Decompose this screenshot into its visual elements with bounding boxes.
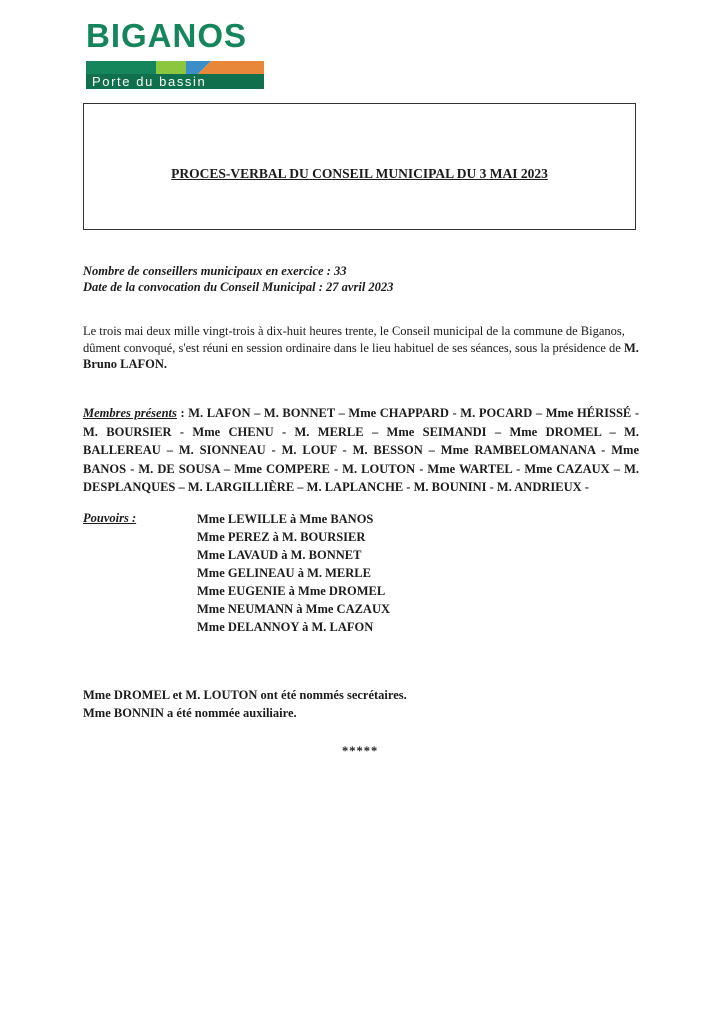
biganos-logo [86, 18, 264, 88]
intro-paragraph [83, 323, 643, 373]
meta-info [83, 263, 393, 295]
pouvoir-item: Mme NEUMANN à Mme CAZAUX [197, 602, 391, 616]
members-label: Membres présents [83, 406, 177, 420]
logo-tagline: Porte du bassin [86, 74, 264, 89]
pouvoirs-label: Pouvoirs : [83, 511, 137, 525]
members-list: : M. LAFON – M. BONNET – Mme CHAPPARD - M. POCARD – Mme HÉRISSÉ - M. BOURSIER - Mme CHENU - M. MERLE – Mme SEIMANDI – Mme DROMEL – M. BALLEREAU – M. SIONNEAU - M. LOUF - M. BESSON – Mme RAMBELOMANANA - Mme BANOS - M. DE SOUSA – Mme COMPERE - M. LOUTON - Mme WARTEL - Mme CAZAUX – M. DESPLANQUES – M. LARGILLIÈRE – M. LAPLANCHE - M. BOUNINI - M. ANDRIEUX - [83, 406, 640, 494]
pouvoir-item: Mme LEWILLE à Mme BANOS [197, 512, 374, 526]
logo-wordmark: BIGANOS [86, 17, 248, 54]
councillors-count: Nombre de conseillers municipaux en exercice : 33 [83, 264, 347, 278]
pouvoir-item: Mme PEREZ à M. BOURSIER [197, 530, 366, 544]
convocation-date: Date de la convocation du Conseil Municipal : 27 avril 2023 [83, 280, 394, 294]
members-present [83, 404, 639, 497]
pouvoir-item: Mme EUGENIE à Mme DROMEL [197, 584, 386, 598]
title-box [83, 103, 636, 230]
president-name: M. Bruno LAFON. [83, 340, 639, 371]
pouvoir-item: Mme DELANNOY à M. LAFON [197, 620, 374, 634]
intro-text: Le trois mai deux mille vingt-trois à dix-huit heures trente, le Conseil municipal de la commune de Biganos, dûment convoqué, s'est réuni en session ordinaire dans le lieu habituel de ses séances, sous la présidence de [83, 324, 625, 355]
logo-graphic [86, 61, 264, 74]
pouvoir-item: Mme LAVAUD à M. BONNET [197, 548, 362, 562]
pouvoir-item: Mme GELINEAU à M. MERLE [197, 566, 371, 580]
page-title: PROCES-VERBAL DU CONSEIL MUNICIPAL DU 3 MAI 2023 [171, 166, 548, 181]
secretaries-line: Mme DROMEL et M. LOUTON ont été nommés secrétaires. [83, 688, 407, 702]
auxiliary-line: Mme BONNIN a été nommée auxiliaire. [83, 706, 297, 720]
separator-stars: ***** [342, 744, 379, 758]
pouvoirs-list [197, 510, 390, 636]
secretaries-block [83, 686, 407, 722]
